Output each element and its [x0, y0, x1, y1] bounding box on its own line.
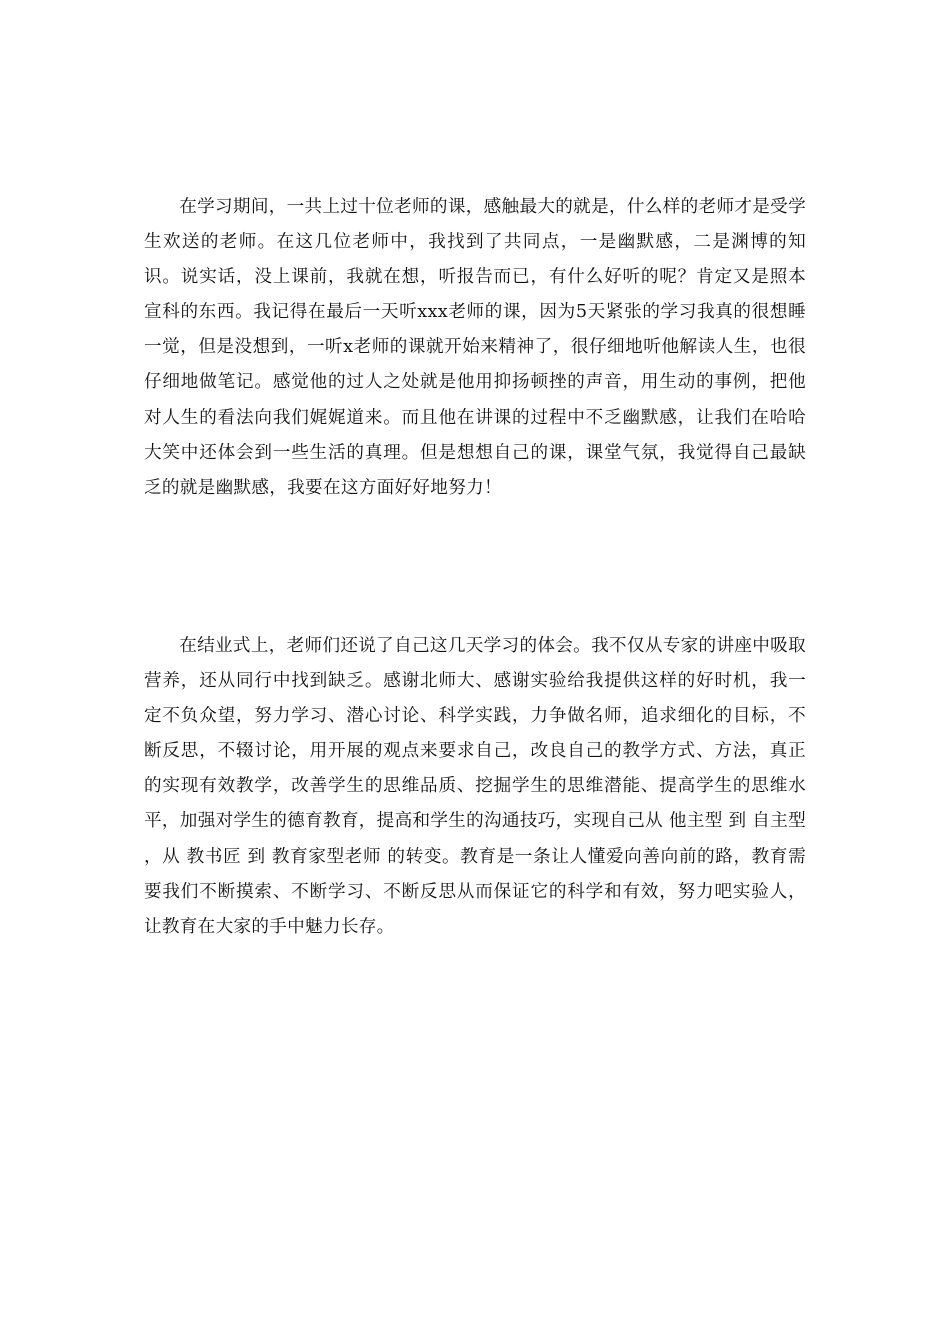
paragraph-study-reflection: 在学习期间，一共上过十位老师的课，感触最大的就是，什么样的老师才是受学生欢送的老师。在这几位老师中，我找到了共同点，一是幽默感，二是渊博的知识。说实话，没上课前，我就在想，听报告而已，有什么好听的呢？肯定又是照本宣科的东西。我记得在最后一天听xxx老师的课，因为5天紧张的学习我真的很想睡一觉，但是没想到，一听x老师的课就开始来精神了，很仔细地听他解读人生，也很仔细地做笔记。感觉他的过人之处就是他用抑扬顿挫的声音，用生动的事例，把他对人生的看法向我们娓娓道来。而且他在讲课的过程中不乏幽默感，让我们在哈哈大笑中还体会到一些生活的真理。但是想想自己的课，课堂气氛，我觉得自己最缺乏的就是幽默感，我要在这方面好好地努力！: [144, 197, 806, 498]
paragraph-graduation-ceremony: 在结业式上，老师们还说了自己这几天学习的体会。我不仅从专家的讲座中吸取营养，还从同行中找到缺乏。感谢北师大、感谢实验给我提供这样的好时机，我一定不负众望，努力学习、潜心讨论、科学实践，力争做名师，追求细化的目标，不断反思，不辍讨论，用开展的观点来要求自己，改良自己的教学方式、方法，真正的实现有效教学，改善学生的思维品质、挖掘学生的思维潜能、提高学生的思维水平，加强对学生的德育教育，提高和学生的沟通技巧，实现自己从 他主型 到 自主型 ，从 教书匠 到 教育家型老师 的转变。教育是一条让人懂爱向善向前的路，教育需要我们不断摸索、不断学习、不断反思从而保证它的科学和有效，努力吧实验人，让教育在大家的手中魅力长存。: [144, 636, 806, 937]
